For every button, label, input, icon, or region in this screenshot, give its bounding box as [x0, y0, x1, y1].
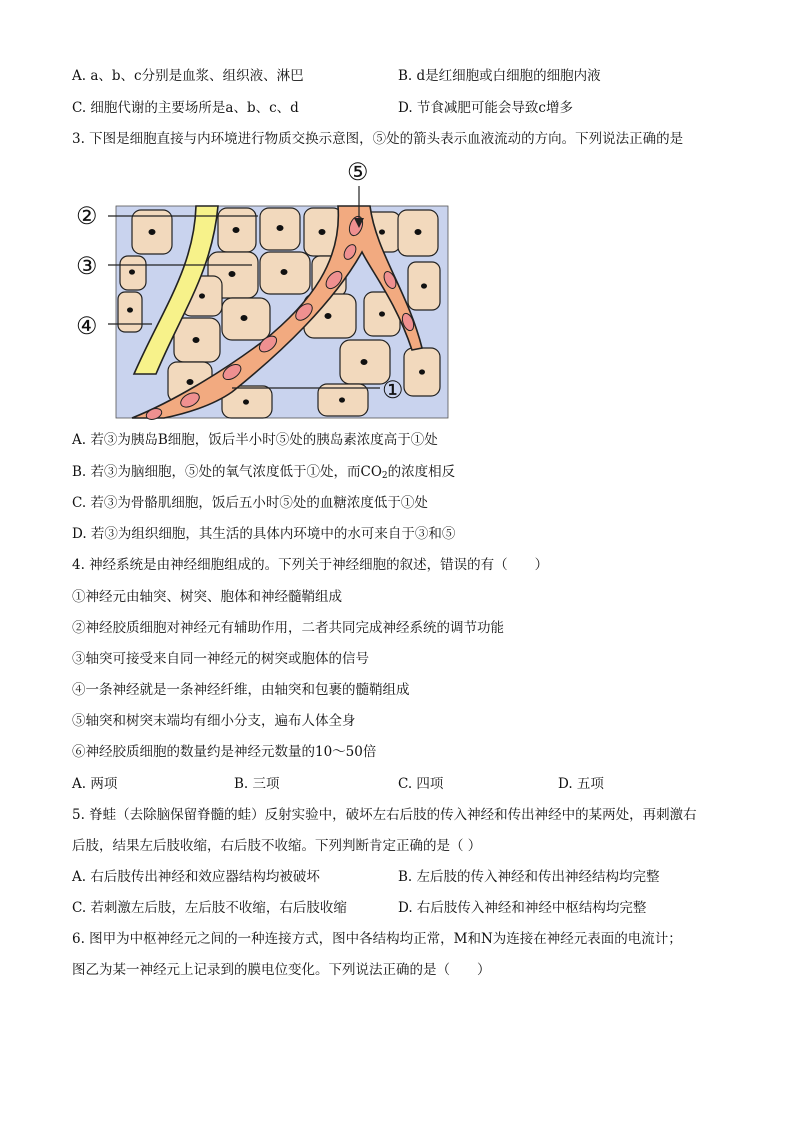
q2-option-a: A. a、b、c分别是血浆、组织液、淋巴: [72, 68, 304, 84]
q5-option-a: A. 右后肢传出神经和效应器结构均被破坏: [72, 869, 320, 885]
label-1: ①: [382, 376, 404, 404]
q4-item-2: ②神经胶质细胞对神经元有辅助作用，二者共同完成神经系统的调节功能: [72, 620, 504, 636]
label-3: ③: [76, 252, 98, 280]
q4-option-b: B. 三项: [234, 776, 280, 792]
q4-item-5: ⑤轴突和树突末端均有细小分支，遍布人体全身: [72, 713, 356, 729]
q3-option-b-post: 的浓度相反: [387, 464, 456, 480]
q4-item-3: ③轴突可接受来自同一神经元的树突或胞体的信号: [72, 651, 369, 667]
q5-option-d: D. 右后肢传入神经和神经中枢结构均完整: [398, 900, 647, 916]
label-5: ⑤: [347, 158, 369, 186]
q5-option-b: B. 左后肢的传入神经和传出神经结构均完整: [398, 869, 660, 885]
q3-option-d: D. 若③为组织细胞，其生活的具体内环境中的水可来自于③和⑤: [72, 526, 456, 542]
q4-item-1: ①神经元由轴突、树突、胞体和神经髓鞘组成: [72, 589, 342, 605]
q5-stem-line-2: 后肢，结果左后肢收缩，右后肢不收缩。下列判断肯定正确的是（ ）: [72, 838, 482, 854]
label-2: ②: [76, 202, 98, 230]
q3-option-a: A. 若③为胰岛B细胞，饭后半小时⑤处的胰岛素浓度高于①处: [72, 432, 438, 448]
cell-exchange-diagram: [72, 152, 452, 424]
q6-stem-line-2: 图乙为某一神经元上记录到的膜电位变化。下列说法正确的是（ ）: [72, 962, 491, 978]
q3-option-c: C. 若③为骨骼肌细胞，饭后五小时⑤处的血糖浓度低于①处: [72, 495, 428, 511]
q4-option-d: D. 五项: [558, 776, 604, 792]
q2-option-b: B. d是红细胞或白细胞的细胞内液: [398, 68, 601, 84]
q4-option-c: C. 四项: [398, 776, 444, 792]
co2-subscript: 2: [381, 471, 388, 481]
q2-option-c: C. 细胞代谢的主要场所是a、b、c、d: [72, 100, 299, 116]
q3-option-b: [72, 462, 455, 486]
q3-stem: 3. 下图是细胞直接与内环境进行物质交换示意图，⑤处的箭头表示血液流动的方向。下列说法正确的是: [72, 131, 684, 147]
q4-item-4: ④一条神经就是一条神经纤维，由轴突和包裹的髓鞘组成: [72, 682, 410, 698]
label-4: ④: [76, 312, 98, 340]
q2-option-d: D. 节食减肥可能会导致c增多: [398, 100, 573, 116]
q4-option-a: A. 两项: [72, 776, 118, 792]
q5-option-c: C. 若刺激左后肢，左后肢不收缩，右后肢收缩: [72, 900, 347, 916]
q3-option-b-pre: B. 若③为脑细胞，⑤处的氧气浓度低于①处，而CO: [72, 464, 382, 480]
q5-stem-line-1: 5. 脊蛙（去除脑保留脊髓的蛙）反射实验中，破坏左右后肢的传入神经和传出神经中的某两处，再刺激右: [72, 807, 697, 823]
q4-stem: 4. 神经系统是由神经细胞组成的。下列关于神经细胞的叙述，错误的有（ ）: [72, 557, 549, 573]
q6-stem-line-1: 6. 图甲为中枢神经元之间的一种连接方式，图中各结构均正常，M和N为连接在神经元表面的电流计；: [72, 931, 682, 947]
q4-item-6: ⑥神经胶质细胞的数量约是神经元数量的10～50倍: [72, 744, 377, 760]
